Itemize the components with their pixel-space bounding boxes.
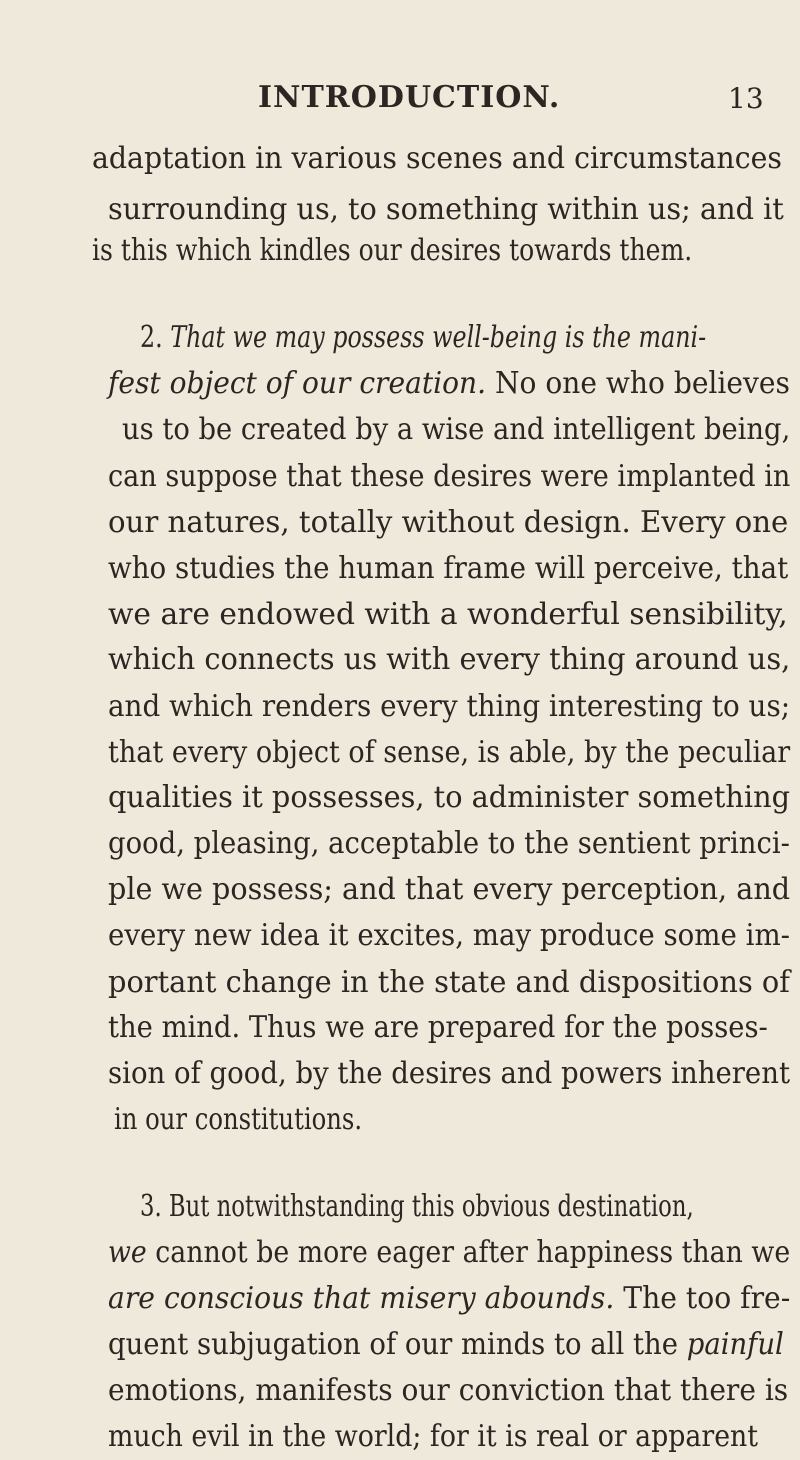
- text-line: are conscious that misery abounds. The too fre-: [108, 1281, 791, 1316]
- text-line: quent subjugation of our minds to all the painful: [108, 1327, 784, 1362]
- text-line: that every object of sense, is able, by the peculiar: [108, 735, 791, 770]
- text-line: 3. But notwithstanding this obvious destination,: [140, 1189, 694, 1224]
- text-line: our natures, totally without design. Every one: [108, 505, 789, 540]
- text-line: 2. That we may possess well-being is the mani-: [140, 320, 707, 355]
- text-line: sion of good, by the desires and powers inherent: [108, 1056, 791, 1091]
- text-line: much evil in the world; for it is real or apparent: [108, 1419, 759, 1454]
- text-line: we are endowed with a wonderful sensibility,: [108, 597, 788, 632]
- text-line: emotions, manifests our conviction that there is: [108, 1373, 789, 1408]
- text-line: every new idea it excites, may produce some im-: [108, 918, 791, 953]
- text-line: qualities it possesses, to administer something: [108, 780, 790, 815]
- text-line: we cannot be more eager after happiness than we: [108, 1235, 791, 1270]
- text-line: surrounding us, to something within us; and it: [108, 192, 784, 227]
- text-line: fest object of our creation. No one who believes: [108, 366, 790, 401]
- text-line: who studies the human frame will perceive, that: [108, 551, 789, 586]
- page-number: 13: [728, 82, 764, 115]
- text-line: adaptation in various scenes and circumstances: [92, 141, 782, 176]
- page-header: [0, 78, 800, 130]
- text-line: us to be created by a wise and intelligent being,: [122, 412, 791, 447]
- text-line: and which renders every thing interesting to us;: [108, 689, 791, 724]
- running-head: INTRODUCTION.: [258, 80, 561, 115]
- text-line: portant change in the state and dispositions of: [108, 965, 790, 1000]
- text-line: good, pleasing, acceptable to the sentient princi-: [108, 826, 790, 861]
- text-line: which connects us with every thing around us,: [108, 642, 791, 677]
- text-line: can suppose that these desires were implanted in: [108, 459, 791, 494]
- text-line: ple we possess; and that every perception, and: [108, 872, 791, 907]
- text-line: in our constitutions.: [114, 1102, 363, 1137]
- text-line: is this which kindles our desires towards them.: [92, 233, 693, 268]
- text-line: the mind. Thus we are prepared for the posses-: [108, 1010, 768, 1045]
